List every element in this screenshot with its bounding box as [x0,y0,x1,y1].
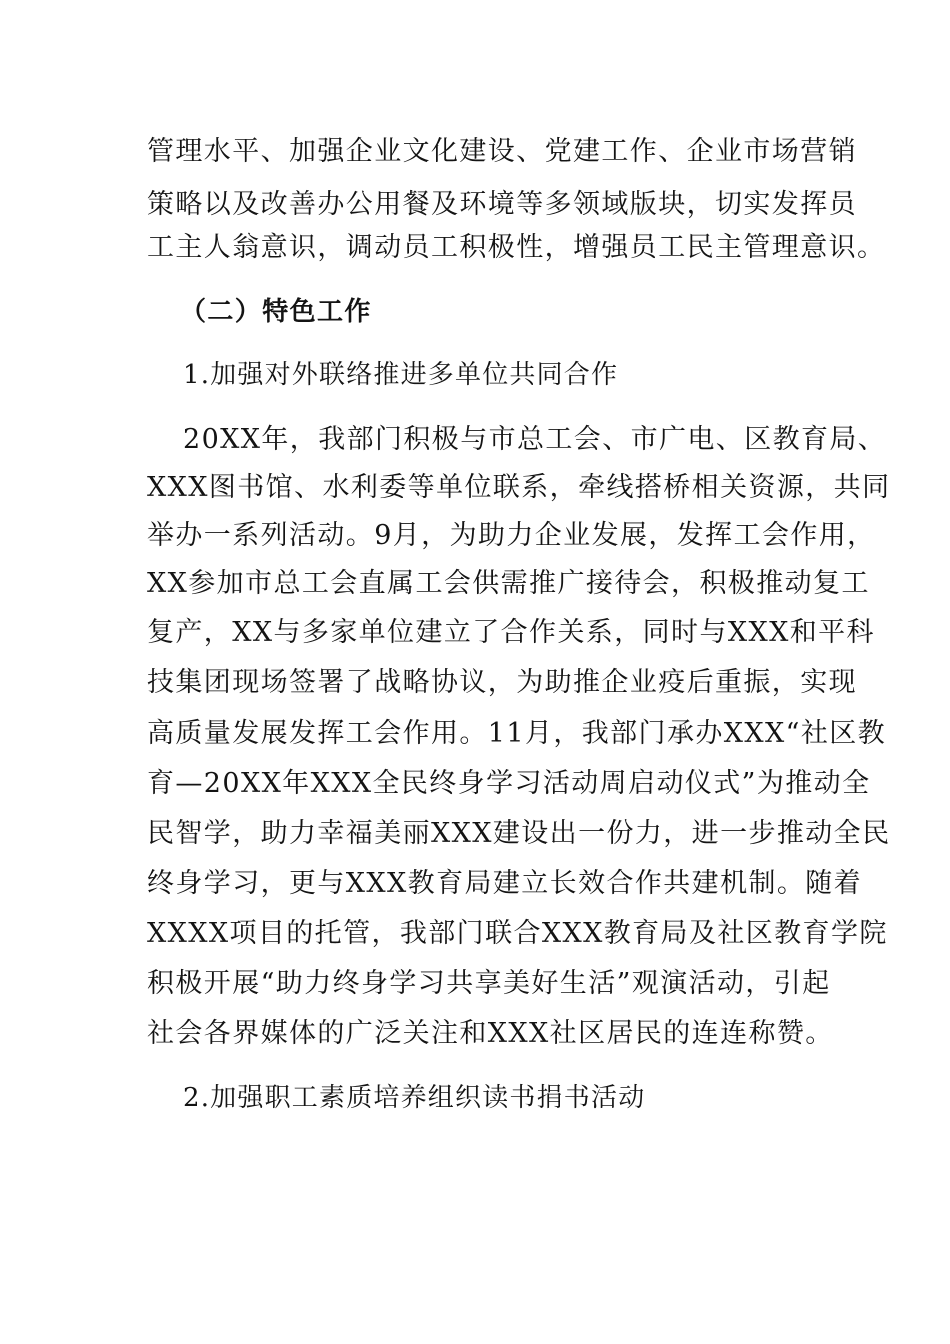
section-heading: （二）特色工作 [180,297,372,327]
paragraph-line: XXX图书馆、水利委等单位联系，牵线搭桥相关资源，共同 [147,472,891,503]
paragraph-line: 举办一系列活动。9月，为助力企业发展，发挥工会作用， [147,520,876,551]
paragraph-line: 民智学，助力幸福美丽XXX建设出一份力，进一步推动全民 [147,818,891,849]
paragraph-line: 终身学习，更与XXX教育局建立长效合作共建机制。随着 [147,868,863,899]
paragraph-line: XX参加市总工会直属工会供需推广接待会，积极推动复工 [147,568,870,599]
paragraph-line: 高质量发展发挥工会作用。11月，我部门承办XXX“社区教 [147,718,887,749]
paragraph-line: 育—20XX年XXX全民终身学习活动周启动仪式”为推动全 [147,768,871,799]
paragraph-line: XXXX项目的托管，我部门联合XXX教育局及社区教育学院 [147,918,888,949]
paragraph-line: 社会各界媒体的广泛关注和XXX社区居民的连连称赞。 [147,1018,834,1049]
paragraph-line: 管理水平、加强企业文化建设、党建工作、企业市场营销 [147,136,857,167]
item-title: 1.加强对外联络推进多单位共同合作 [183,360,619,390]
paragraph-line: 策略以及改善办公用餐及环境等多领域版块，切实发挥员 [147,189,857,220]
paragraph-line: 复产，XX与多家单位建立了合作关系，同时与XXX和平科 [147,617,875,648]
paragraph-line: 工主人翁意识，调动员工积极性，增强员工民主管理意识。 [147,232,886,263]
paragraph-line: 积极开展“助力终身学习共享美好生活”观演活动，引起 [147,968,831,999]
paragraph-line: 20XX年，我部门积极与市总工会、市广电、区教育局、 [183,424,887,455]
item-title: 2.加强职工素质培养组织读书捐书活动 [183,1083,646,1113]
paragraph-line: 技集团现场签署了战略协议，为助推企业疫后重振，实现 [147,667,857,698]
